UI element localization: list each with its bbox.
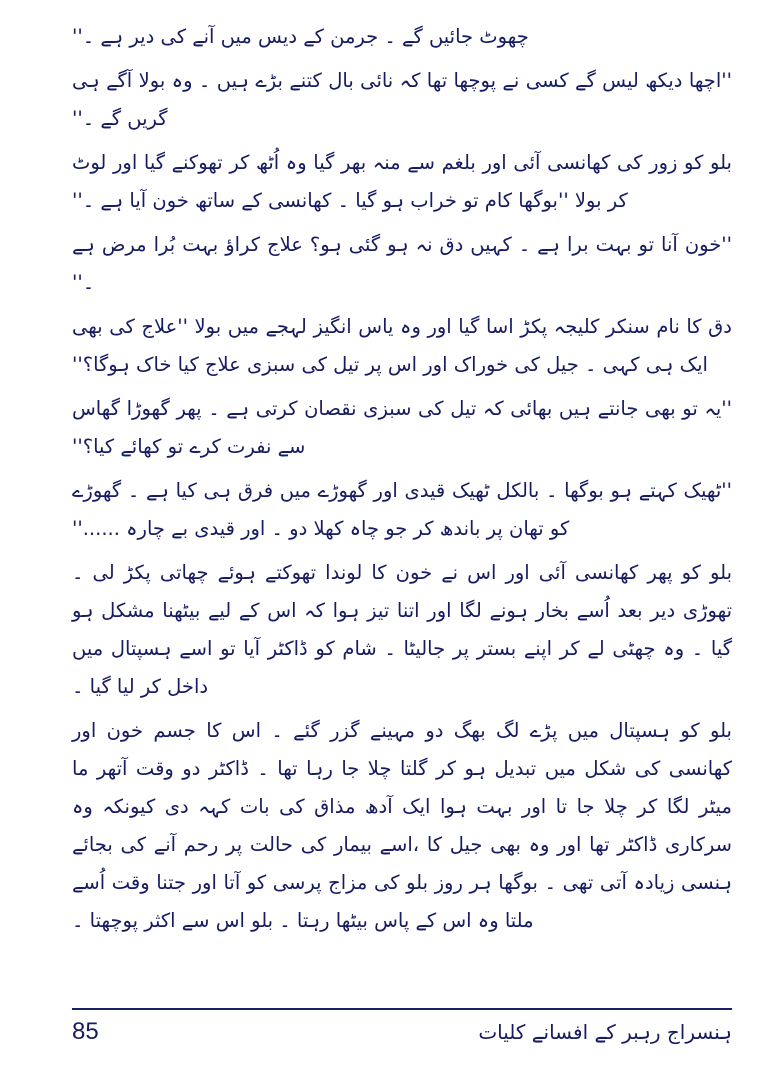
paragraph-2: ''اچھا دیکھ لیس گے کسی نے پوچھا تھا کہ نائی بال کتنے بڑے ہیں ۔ وہ بولا آگے ہی گریں گے ۔'' bbox=[72, 69, 732, 131]
paragraph-9: بلو کو ہسپتال میں پڑے لگ بھگ دو مہینے گزر گئے ۔ اس کا جسم خون اور کھانسی کی شکل میں تبدیل ہو کر گلتا چلا جا رہا تھا ۔ ڈاکٹر دو وقت آتھر ما میٹر لگا کر چلا جا تا اور بہت ہوا ایک آدھ مذاق کی بات کہہ دی کیونکہ وہ سرکاری ڈاکٹر تھا اور وہ بھی جیل کا ،اسے بیمار کی حالت پر رحم آنے کی بجائے ہنسی زیادہ آتی تھی ۔ بوگھا ہر روز بلو کی مزاج پرسی کو آتا اور جتنا وقت اُسے ملتا وہ اس کے پاس بیٹھا رہتا ۔ بلو اس سے اکثر پوچھتا ۔ bbox=[72, 719, 732, 933]
paragraph-4: ''خون آنا تو بہت برا ہے ۔ کہیں دق نہ ہو گئی ہو؟ علاج کراؤ بہت بُرا مرض ہے ۔'' bbox=[72, 233, 732, 295]
paragraph-6: ''یہ تو بھی جانتے ہیں بھائی کہ تیل کی سبزی نقصان کرتی ہے ۔ پھر گھوڑا گھاس سے نفرت کرے تو کھائے کیا؟'' bbox=[72, 397, 732, 459]
paragraph-7: ''ٹھیک کہتے ہو بوگھا ۔ بالکل ٹھیک قیدی اور گھوڑے میں فرق ہی کیا ہے ۔ گھوڑے کو تھان پر باندھ کر جو چاہ کھلا دو ۔ اور قیدی بے چارہ ......'' bbox=[72, 479, 732, 541]
paragraph-8: بلو کو پھر کھانسی آئی اور اس نے خون کا لوندا تھوکتے ہوئے چھاتی پکڑ لی ۔ تھوڑی دیر بعد اُسے بخار ہونے لگا اور اتنا تیز ہوا کہ اس کے لیے بیٹھنا مشکل ہو گیا ۔ وہ چھٹی لے کر اپنے بستر پر جالیٹا ۔ شام کو ڈاکٹر آیا تو اسے ہسپتال میں داخل کر لیا گیا ۔ bbox=[72, 561, 732, 699]
paragraph-1: چھوٹ جائیں گے ۔ جرمن کے دیس میں آنے کی دیر ہے ۔'' bbox=[72, 25, 529, 48]
page-body bbox=[72, 18, 732, 946]
page-number: 85 bbox=[72, 1018, 99, 1045]
book-title: ہنسراج رہبر کے افسانے کلیات bbox=[478, 1020, 732, 1044]
page-footer bbox=[72, 1008, 732, 1046]
paragraph-3: بلو کو زور کی کھانسی آئی اور بلغم سے منہ بھر گیا وہ اُٹھ کر تھوکنے گیا اور لوٹ کر بولا ''بوگھا کام تو خراب ہو گیا ۔ کھانسی کے ساتھ خون آیا ہے ۔'' bbox=[72, 151, 732, 213]
paragraph-5: دق کا نام سنکر کلیجہ پکڑ اسا گیا اور وہ یاس انگیز لہجے میں بولا ''علاج کی بھی ایک ہی کہی ۔ جیل کی خوراک اور اس پر تیل کی سبزی علاج کیا خاک ہوگا؟'' bbox=[72, 315, 732, 377]
